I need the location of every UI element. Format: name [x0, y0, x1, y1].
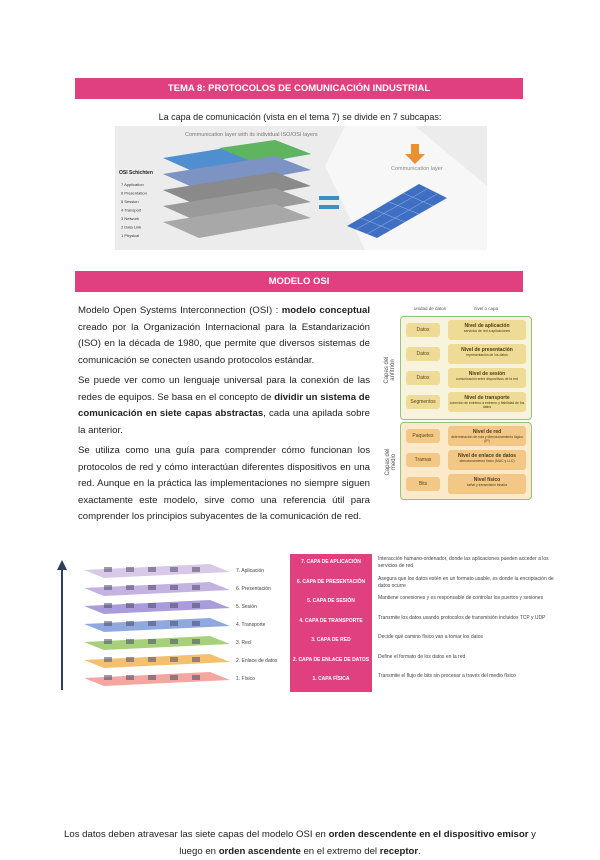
layer-box: 4. CAPA DE TRANSPORTE [290, 613, 372, 634]
fig1-layer-label: 6 Presentation [121, 190, 147, 196]
device-icon [148, 639, 156, 644]
layer-sub: señal y transmisión binaria [466, 483, 508, 487]
layer-cell [448, 474, 526, 494]
device-icon [148, 675, 156, 680]
paragraph-1: Modelo Open Systems Interconnection (OSI) : modelo conceptual creado por la Organización Internacional para la Estandarización (ISO) en la década de 1980, que permite que diversos sistemas de comunicación se conecten usando protocolos estándar. [78, 305, 370, 366]
layer-description: Mantiene conexiones y es responsable de controlar los puertos y sesiones [378, 595, 544, 601]
data-unit-cell: Datos [406, 371, 440, 385]
layer-sub: comunicación entre dispositivos de la red [455, 377, 518, 381]
intro-text: La capa de comunicación (vista en el tema 7) se divide en 7 subcapas: [158, 112, 442, 122]
layer-description: Define el formato de los datos en la red [378, 653, 466, 660]
layer-box: 1. CAPA FÍSICA [290, 671, 372, 692]
stack-layer-label: 2. Enlace de datos [236, 658, 278, 664]
device-icon [170, 621, 178, 626]
osi-units-figure [384, 306, 532, 506]
layer-cell [448, 450, 526, 470]
communication-layer-figure [115, 126, 487, 250]
device-icon [148, 621, 156, 626]
device-icon [126, 621, 134, 626]
osi-label: OSI Schichten [119, 170, 153, 176]
media-group-label: Capas del medio [385, 448, 397, 476]
footer-note: Los datos deben atravesar las siete capas del modelo OSI en orden descendente en el dispositivo emisor y luego en orden ascendente en el extremo del receptor. [64, 829, 536, 857]
device-icon [148, 603, 156, 608]
layer-description: Asegura que los datos estén en un formato usable, es donde la encriptación de datos ocurre [378, 575, 554, 589]
layer-sub: servicios de red a aplicaciones [463, 329, 511, 333]
device-icon [192, 657, 200, 662]
layer-description: Transmite los datos usando protocolos de transmisión incluidos TCP y UDP [378, 614, 546, 621]
layer-box: 2. CAPA DE ENLACE DE DATOS [290, 652, 372, 673]
fig1-layer-label: 3 Network [121, 216, 140, 221]
data-unit-cell: Datos [406, 347, 440, 361]
data-unit-cell: Segmentos [406, 395, 440, 409]
host-group-label: Capas del anfitrión [384, 356, 396, 384]
stack-layer-label: 6. Presentación [236, 586, 271, 592]
stack-layer-label: 3. Red [236, 640, 251, 646]
fig1-layer-label: 4 Transport [121, 207, 142, 213]
fig1-left-title: Communication layer with its individual ISO/OSI layers [185, 132, 318, 138]
device-icon [104, 639, 112, 644]
device-icon [170, 567, 178, 572]
device-icon [170, 657, 178, 662]
osi-stack-illustration [54, 558, 280, 692]
device-icon [104, 603, 112, 608]
device-icon [126, 639, 134, 644]
layer-description: Decide qué camino físico van a tomar los datos [378, 634, 484, 640]
device-icon [170, 639, 178, 644]
fig1-right-title: Communication layer [391, 166, 443, 172]
device-icon [126, 585, 134, 590]
fig1-layer-label: 7 Application [121, 182, 144, 187]
device-icon [104, 657, 112, 662]
device-icon [104, 675, 112, 680]
device-icon [192, 639, 200, 644]
device-icon [192, 567, 200, 572]
layer-name: Nivel de sesión [468, 371, 506, 377]
layer-name: Nivel de enlace de datos [457, 453, 517, 459]
device-icon [192, 621, 200, 626]
layer-cell [448, 368, 526, 388]
paragraph-3: Se utiliza como una guía para comprender cómo funcionan los protocolos de red y cómo interactúan diferentes dispositivos en una red. Aunque en la práctica las implementaciones no siempre siguen exactamente este modelo, sirve como una referencia útil para comprender los principios subyacentes de la comunicación de red. [78, 445, 370, 522]
device-icon [148, 567, 156, 572]
device-icon [148, 657, 156, 662]
section-title: MODELO OSI [75, 271, 523, 292]
device-icon [126, 603, 134, 608]
layer-descriptions [290, 554, 560, 689]
layer-cell [448, 392, 526, 412]
layer-cell [448, 320, 526, 340]
data-unit-cell: Datos [406, 323, 440, 337]
layer-name: Nivel de transporte [464, 395, 510, 401]
fig1-layer-label: 5 Session [121, 199, 139, 204]
layer-description: Transmite el flujo de bits sin procesar a través del medio físico [378, 673, 516, 679]
device-icon [104, 585, 112, 590]
units-header: unidad de datos [414, 306, 447, 311]
device-icon [126, 675, 134, 680]
layer-box: 6. CAPA DE PRESENTACIÓN [290, 574, 372, 595]
data-unit-cell: Paquetes [406, 429, 440, 443]
data-unit-cell: Bits [406, 477, 440, 491]
fig1-layer-label: 2 Data Link [121, 224, 142, 230]
layers-header: nivel o capa [474, 306, 499, 311]
device-icon [192, 675, 200, 680]
layer-name: Nivel de red [472, 429, 502, 435]
stack-layer-label: 4. Transporte [236, 622, 266, 628]
layer-name: Nivel de presentación [461, 347, 513, 353]
device-icon [192, 603, 200, 608]
layer-box: 3. CAPA DE RED [290, 632, 372, 653]
layer-cell [448, 344, 526, 364]
paragraph-2: Se puede ver como un lenguaje universal para la conexión de las redes de equipos. Se basa en el concepto de dividir un sistema de comunicación en siete capas abstractas, cada una apilada sobre la anterior. [78, 375, 371, 436]
stack-layer-label: 5. Sesión [236, 604, 257, 610]
layer-sub: direccionamiento físico (MAC y LLC) [459, 459, 515, 463]
device-icon [170, 603, 178, 608]
layer-sub: conexión de extremo a extremo y fiabilidad de los datos [449, 401, 525, 409]
device-icon [170, 585, 178, 590]
layer-sub: determinación de ruta y direccionamiento lógico (IP) [451, 435, 523, 443]
device-icon [104, 567, 112, 572]
stack-layer-label: 7. Aplicación [236, 568, 265, 574]
layer-description: Interacción humano-ordenador, donde las aplicaciones pueden acceder a los servicios de red [378, 556, 549, 569]
device-icon [148, 585, 156, 590]
chapter-title: TEMA 8: PROTOCOLOS DE COMUNICACIÓN INDUSTRIAL [75, 78, 523, 99]
device-icon [170, 675, 178, 680]
device-icon [192, 585, 200, 590]
layer-box: 7. CAPA DE APLICACIÓN [290, 554, 372, 575]
stack-layer-label: 1. Físico [236, 676, 255, 682]
device-icon [126, 567, 134, 572]
fig1-layer-label: 1 Physical [121, 233, 140, 238]
layer-cell [448, 426, 526, 446]
data-unit-cell: Tramas [406, 453, 440, 467]
device-icon [126, 657, 134, 662]
layer-box: 5. CAPA DE SESIÓN [290, 593, 372, 614]
layer-sub: representación de los datos [466, 353, 508, 357]
layer-name: Nivel de aplicación [464, 323, 510, 329]
device-icon [104, 621, 112, 626]
layer-name: Nivel físico [473, 477, 501, 483]
